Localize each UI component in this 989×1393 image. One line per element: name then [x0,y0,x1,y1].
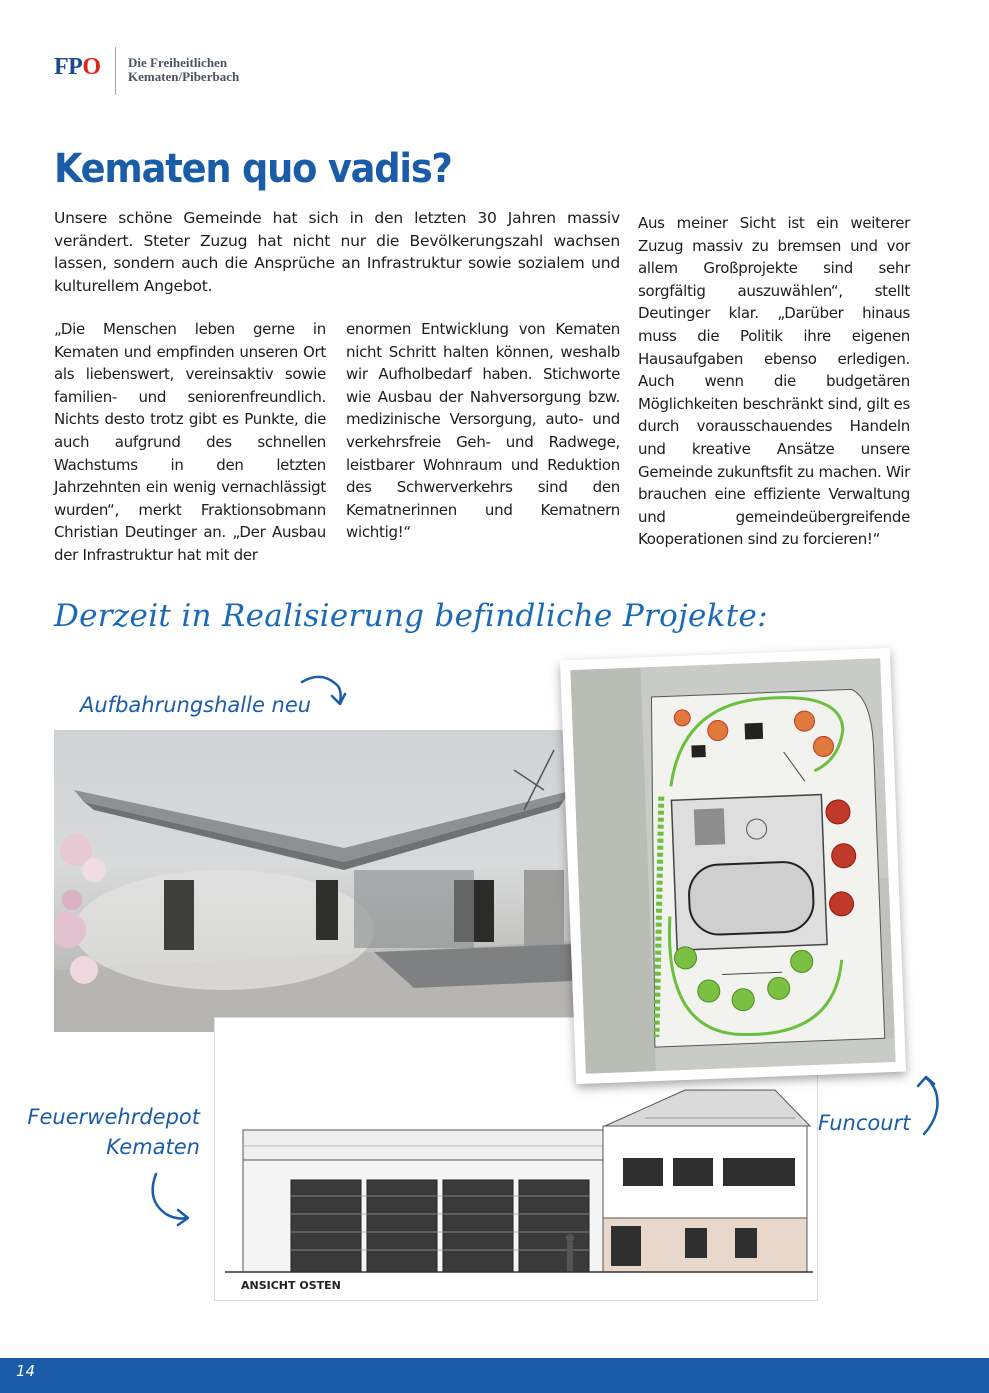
caption-funcourt: Funcourt [818,1111,911,1135]
caption-fire-depot [20,1102,200,1162]
logo-divider [115,47,116,95]
organization-name [128,56,239,84]
funcourt-site-plan [570,658,895,1074]
footer-bar [0,1358,989,1393]
arrow-icon [298,668,350,712]
article-intro: Unsere schöne Gemeinde hat sich in den letzten 30 Jahren massiv verändert. Steter Zuzug hat nicht nur die Bevölkerungszahl wachsen lassen, sondern auch die Ansprüche an Infrastruktur sowie sozialem und kulturellem Angebot. [54,209,620,295]
funeral-hall-drawing [54,730,594,1032]
caption-fire-depot-line2: Kematen [106,1135,200,1159]
page-number: 14 [16,1362,36,1380]
caption-fire-depot-line1: Feuerwehrdepot [27,1105,200,1129]
fpo-logo: FPO [54,54,101,80]
caption-funeral-hall: Aufbahrungshalle neu [80,693,312,717]
article-column-3: Aus meiner Sicht ist ein weiterer Zuzug massiv zu bremsen und vor allem Großprojekte sind sehr sorgfältig auszuwählen“, stellt Deutinger klar. „Darüber hinaus muss die Politik ihre eigenen Hausaufgaben ebenso erledigen. Auch wenn die budgetären Möglichkeiten beschränkt sind, gilt es durch vorausschauendes Handeln und kreative Ansätze unsere Gemeinde zukunftsfit zu machen. Wir brauchen eine effiziente Verwaltung und gemeindeübergreifende Kooperationen sind zu forcieren!“ [638,214,910,549]
org-name-line1: Die Freiheitlichen [128,55,228,70]
drawing-label: ANSICHT OSTEN [241,1279,341,1292]
funcourt-plan-photo [560,648,906,1084]
projects-heading: Derzeit in Realisierung befindliche Projekte: [54,598,768,634]
article-column-1: „Die Menschen leben gerne in Kematen und empfinden unseren Ort als liebenswert, vereinsaktiv sowie familien- und seniorenfreundlich. Nichts desto trotz gibt es Punkte, die auch aufgrund des schnellen Wachstums in den letzten Jahrzehnten ein wenig vernachlässigt wurden“, merkt Fraktionsobmann Christian Deutinger an. „Der Ausbau der Infrastruktur hat mit der [54,320,326,564]
funcourt-plan-drawing [570,658,895,1074]
funeral-hall-rendering [54,730,594,1032]
arrow-icon [910,1074,944,1138]
article-title: Kematen quo vadis? [54,146,452,192]
arrow-icon [144,1170,196,1230]
article-column-2: enormen Entwicklung von Kematen nicht Schritt halten können, weshalb wir Aufholbedarf haben. Stichworte wie Ausbau der Nahversorgung bzw. medizinische Versorgung, auto- und verkehrsfreie Geh- und Radwege, leistbarer Wohnraum und Reduktion des Schwerverkehrs sind den Kematnerinnen und Kematnern wichtig!“ [346,320,620,542]
org-name-line2: Kematen/Piberbach [128,69,240,84]
